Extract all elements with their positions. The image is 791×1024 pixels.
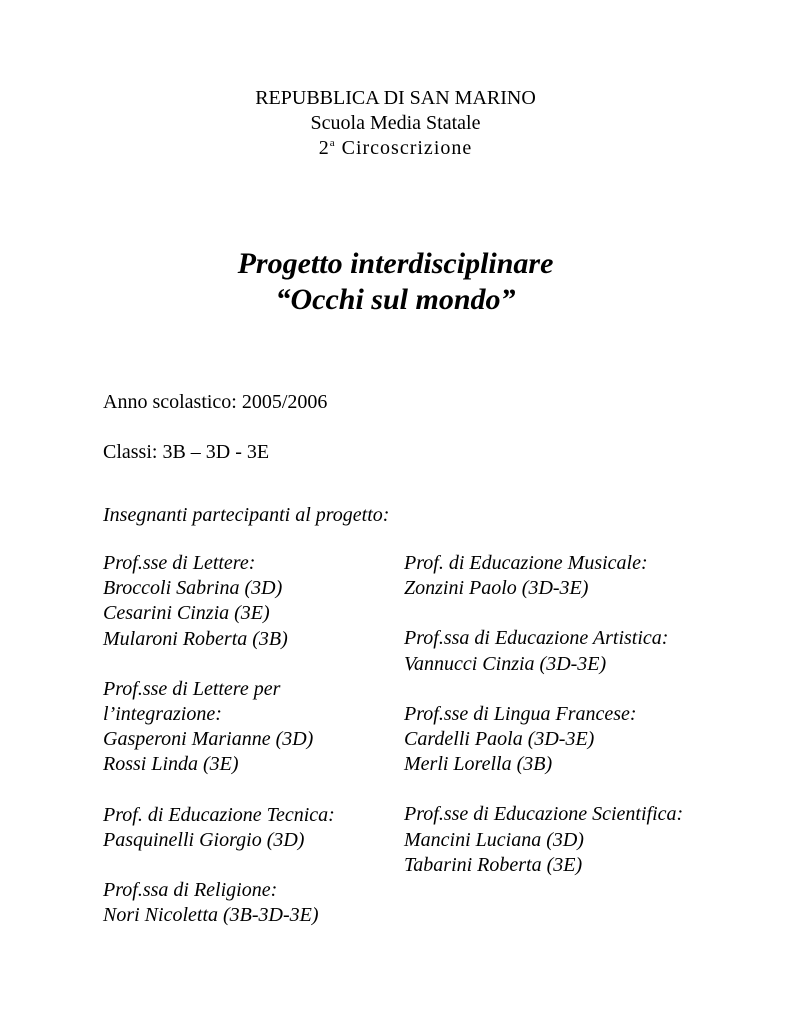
teachers-heading: Insegnanti partecipanti al progetto: bbox=[103, 504, 390, 526]
document-header bbox=[0, 86, 791, 161]
project-title bbox=[0, 246, 791, 318]
teacher-group bbox=[404, 626, 734, 676]
teacher-group bbox=[404, 551, 734, 601]
teacher-name: Cardelli Paola (3D-3E) bbox=[404, 728, 595, 751]
subject-heading: Prof. di Educazione Musicale: bbox=[404, 552, 648, 574]
subject-heading: Prof.sse di Educazione Scientifica: bbox=[404, 803, 684, 826]
project-title-line-1: Progetto interdisciplinare bbox=[237, 247, 554, 280]
teacher-name: Mularoni Roberta (3B) bbox=[103, 627, 288, 650]
subject-heading: Prof.sse di Lettere: bbox=[103, 552, 256, 574]
teacher-name: Merli Lorella (3B) bbox=[404, 753, 553, 776]
teachers-left-column bbox=[103, 551, 393, 928]
subject-heading: Prof.sse di Lettere per bbox=[103, 677, 281, 700]
district-number: 2 bbox=[318, 137, 330, 159]
subject-heading: Prof. di Educazione Tecnica: bbox=[103, 803, 335, 826]
classes: Classi: 3B – 3D - 3E bbox=[103, 441, 270, 463]
teacher-name: Vannucci Cinzia (3D-3E) bbox=[404, 652, 607, 675]
teacher-name: Zonzini Paolo (3D-3E) bbox=[404, 577, 589, 600]
subject-heading: Prof.sse di Lingua Francese: bbox=[404, 702, 637, 725]
teacher-group bbox=[404, 802, 734, 878]
school-year: Anno scolastico: 2005/2006 bbox=[103, 391, 328, 413]
teacher-group bbox=[404, 702, 734, 778]
teacher-group bbox=[103, 803, 393, 853]
teacher-group bbox=[103, 677, 393, 778]
teacher-name: Pasquinelli Giorgio (3D) bbox=[103, 828, 305, 851]
teacher-name: Broccoli Sabrina (3D) bbox=[103, 577, 283, 600]
district-line bbox=[0, 136, 791, 161]
district-ordinal: a bbox=[329, 137, 336, 149]
teacher-name: Tabarini Roberta (3E) bbox=[404, 853, 583, 876]
subject-heading: Prof.ssa di Religione: bbox=[103, 879, 278, 902]
subject-heading: l’integrazione: bbox=[103, 703, 222, 726]
district-label: Circoscrizione bbox=[341, 137, 473, 159]
teacher-name: Nori Nicoletta (3B-3D-3E) bbox=[103, 904, 319, 927]
teacher-name: Gasperoni Marianne (3D) bbox=[103, 728, 314, 751]
teacher-name: Rossi Linda (3E) bbox=[103, 753, 239, 776]
teachers-right-column bbox=[404, 551, 734, 878]
teacher-name: Mancini Luciana (3D) bbox=[404, 828, 584, 851]
country-name: REPUBBLICA DI SAN MARINO bbox=[255, 87, 536, 109]
subject-heading: Prof.ssa di Educazione Artistica: bbox=[404, 627, 669, 650]
teacher-name: Cesarini Cinzia (3E) bbox=[103, 602, 270, 625]
school-name: Scuola Media Statale bbox=[310, 112, 481, 134]
teacher-group bbox=[103, 878, 393, 928]
teacher-group bbox=[103, 551, 393, 652]
project-title-line-2: “Occhi sul mondo” bbox=[275, 283, 516, 316]
